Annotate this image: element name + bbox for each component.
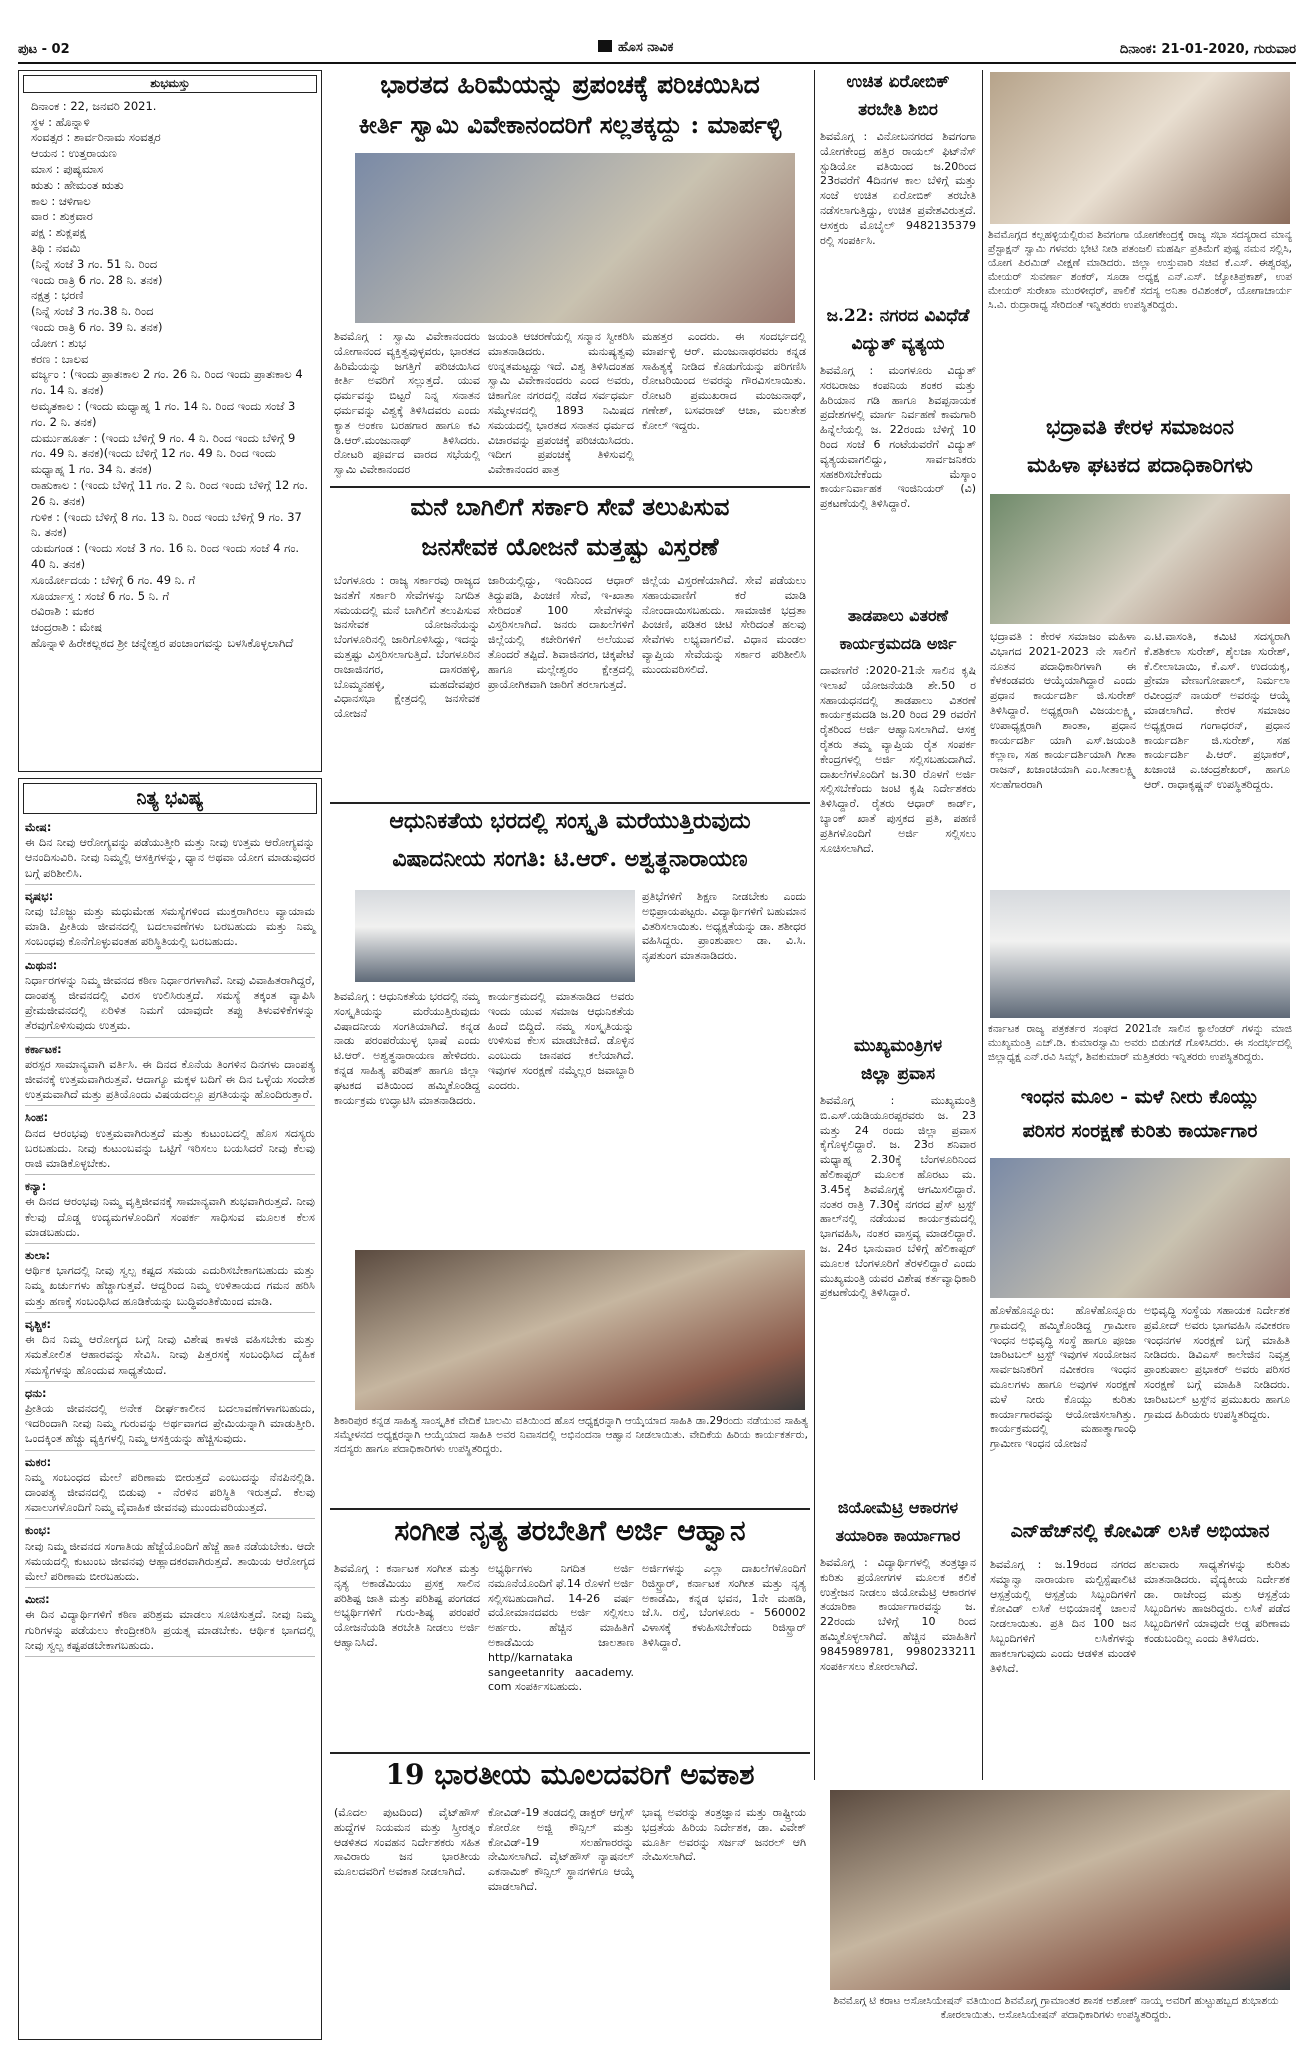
panchang-lines — [19, 99, 321, 652]
horoscope-text: ನಿರ್ಧಾರಗಳನ್ನು ನಿಮ್ಮ ಜೀವನದ ಕಠಿಣ ನಿರ್ಧಾರಗಳಾಗಿವೆ. ನೀವು ವಿವಾಹಿತರಾಗಿದ್ದರೆ, ದಾಂಪತ್ಯ ಜೀವನದಲ್ಲಿ ವಿರಸ ಉಲಿಸಿರುತ್ತದೆ. ಸಮಸ್ಯೆ ತಕ್ಕಂತ ವ್ಯಾಪಿಸಿ ಪ್ರೇಮಜೀವನದಲ್ಲಿ ಏರಿಳಿತ ನಿಮಗೆ ಯಾವುದೇ ತಪ್ಪು ತಿಳುವಳಿಕೆಗಳನ್ನು ತೆರವುಗೊಳಿಸುವುದು ಉತ್ತಮ. — [25, 973, 315, 1038]
energy-headline1: ಇಂಧನ ಮೂಲ - ಮಳೆ ನೀರು ಕೊಯ್ಲು — [1020, 1086, 1260, 1108]
article1-photo — [355, 153, 795, 323]
aerobic-headline1: ಉಚಿತ ಏರೋಬಿಕ್ — [846, 72, 950, 92]
article5-col2: ಕೋವಿಡ್-19 ತಂಡದಲ್ಲಿ ಡಾಕ್ಟರ್ ಆಗ್ನೆಸ್ ಕೋರೋ ಅಜ್ಜಿ ಕೌನ್ಸಿಲ್ ಮತ್ತು ಕೋವಿಡ್-19 ಸಲಹೆಗಾರರನ್ನು ನೇಮಿಸಲಾಗಿದೆ. ವೈಟ್‌ಹೌಸ್ ನ್ಯಾಷನಲ್ ಎಕನಾಮಿಕ್ ಕೌನ್ಸಿಲ್ ಸ್ಥಾನಗಳಿಗೂ ಆಯ್ಕೆ ಮಾಡಲಾಗಿದೆ. — [488, 1806, 634, 1893]
article3-headline1: ಆಧುನಿಕತೆಯ ಭರದಲ್ಲಿ ಸಂಸ್ಕೃತಿ ಮರೆಯುತ್ತಿರುವುದು — [389, 808, 751, 834]
horoscope-text: ಪ್ರೀತಿಯ ಜೀವನದಲ್ಲಿ ಅನೇಕ ದೀರ್ಘಕಾಲೀನ ಬದಲಾವಣೆಗಳಾಗಬಹುದು, ಇದರಿಂದಾಗಿ ನೀವು ನಿಮ್ಮ ಗುರುವನ್ನು ಅರ್ಥವಾಗದ ಪ್ರೇಮಿಯನ್ನಾಗಿ ಮಾಡುತ್ತೀರಿ. ಒಂದಕ್ಕಿಂತ ಹೆಚ್ಚು ವ್ಯಕ್ತಿಗಳಲ್ಲಿ ನಿಮ್ಮ ಆಸಕ್ತಿಯನ್ನು ಹೆಚ್ಚಿಸುವುದು. — [25, 1401, 315, 1451]
horoscope-sign: ಮೀನ: — [25, 1593, 50, 1607]
article2-col1: ಬೆಂಗಳೂರು : ರಾಜ್ಯ ಸರ್ಕಾರವು ರಾಜ್ಯದ ಜನತೆಗೆ ಸರ್ಕಾರಿ ಸೇವೆಗಳನ್ನು ನಿಗದಿತ ಸಮಯದಲ್ಲಿ ಮನೆ ಬಾಗಿಲಿಗೆ ತಲುಪಿಸುವ ಜನಸೇವಕ ಯೋಜನೆಯನ್ನು ಬೆಂಗಳೂರಿನಲ್ಲಿ ಜಾರಿಗೊಳಿಸಿದ್ದು, ಇದನ್ನು ಮತ್ತಷ್ಟು ವಿಸ್ತರಿಸಲಾಗುತ್ತಿದೆ. ಬೆಂಗಳೂರಿನ ರಾಜಾಜಿನಗರ, ದಾಸರಹಳ್ಳಿ, ಬೊಮ್ಮನಹಳ್ಳಿ, ಮಹದೇವಪುರ ವಿಧಾನಸಭಾ ಕ್ಷೇತ್ರದಲ್ಲಿ ಜನಸೇವಕ ಯೋಜನೆ — [334, 574, 480, 721]
panchang-line: ಆಯನ : ಉತ್ತರಾಯಣ — [31, 146, 117, 161]
cm-visit-text: ಶಿವಮೊಗ್ಗ : ಮುಖ್ಯಮಂತ್ರಿ ಬಿ.ಎಸ್.ಯಡಿಯೂರಪ್ಪರವರು ಜ. 23 ಮತ್ತು 24 ರಂದು ಜಿಲ್ಲಾ ಪ್ರವಾಸ ಕೈಗೊಳ್ಳಲಿದ್ದಾರೆ. ಜ. 23ರ ಶನಿವಾರ ಮಧ್ಯಾಹ್ನ 2.30ಕ್ಕೆ ಬೆಂಗಳೂರಿನಿಂದ ಹೆಲಿಕಾಪ್ಟರ್ ಮೂಲಕ ಹೊರಟು ಮ. 3.45ಕ್ಕೆ ಶಿವಮೊಗ್ಗಕ್ಕೆ ಆಗಮಿಸಲಿದ್ದಾರೆ. ನಂತರ ರಾತ್ರಿ 7.30ಕ್ಕೆ ನಗರದ ಪ್ರೆಸ್ ಟ್ರಸ್ಟ್ ಹಾಲ್‌ನಲ್ಲಿ ನಡೆಯುವ ಕಾರ್ಯಕ್ರಮದಲ್ಲಿ ಭಾಗವಹಿಸಿ, ನಂತರ ವಾಸ್ತವ್ಯ ಮಾಡಲಿದ್ದಾರೆ. ಜ. 24ರ ಭಾನುವಾರ ಬೆಳಿಗ್ಗೆ ಹೆಲಿಕಾಪ್ಟರ್ ಮೂಲಕ ಬೆಂಗಳೂರಿಗೆ ತೆರಳಲಿದ್ದಾರೆ ಎಂದು ಮುಖ್ಯಮಂತ್ರಿ ಯವರ ವಿಶೇಷ ಕರ್ತವ್ಯಾಧಿಕಾರಿ ಪ್ರಕಟಣೆಯಲ್ಲಿ ತಿಳಿಸಿದ್ದಾರೆ. — [820, 1094, 976, 1300]
article4-headline: ಸಂಗೀತ ನೃತ್ಯ ತರಬೇತಿಗೆ ಅರ್ಜಿ ಆಹ್ವಾನ — [394, 1514, 746, 1547]
horoscope-text: ನಿಮ್ಮ ಸಂಬಂಧದ ಮೇಲೆ ಪರಿಣಾಮ ಬೀರುತ್ತದೆ ಎಂಬುದನ್ನು ನೆನಪಿನಲ್ಲಿಡಿ. ದಾಂಪತ್ಯ ಜೀವನದಲ್ಲಿ ಬಿಡುವು - ನೆರಳಿನ ಪರಿಸ್ಥಿತಿ ಇರುತ್ತದೆ. ಕೆಲವು ಸವಾಲುಗಳೊಂದಿಗೆ ನಿಮ್ಮ ವೈವಾಹಿಕ ಜೀವನವು ಮುಂದುವರಿಯುತ್ತದೆ. — [25, 1470, 315, 1520]
energy-col1: ಹೊಳೆಹೊನ್ನೂರು: ಹೊಳೆಹೊನ್ನೂರು ಗ್ರಾಮದಲ್ಲಿ ಹಮ್ಮಿಕೊಂಡಿದ್ದ ಗ್ರಾಮೀಣ ಇಂಧನ ಅಭಿವೃದ್ಧಿ ಸಂಸ್ಥೆ ಹಾಗೂ ಪೂಜಾ ಚಾರಿಟಬಲ್ ಟ್ರಸ್ಟ್ ಇವುಗಳ ಸಂಯೋಜನ ಸಾರ್ವಜನಿಕರಿಗೆ ನವೀಕರಣ ಇಂಧನ ಮೂಲಗಳು ಹಾಗೂ ಅವುಗಳ ಸಂರಕ್ಷಣೆ ಮಳೆ ನೀರು ಕೊಯ್ಲು ಕುರಿತು ಕಾರ್ಯಾಗಾರವನ್ನು ಆಯೋಜಿಸಲಾಗಿತ್ತು. ಕಾರ್ಯಕ್ರಮದಲ್ಲಿ ಮಹಾತ್ಮಾಗಾಂಧಿ ಗ್ರಾಮೀಣ ಇಂಧನ ಯೋಜನೆ — [990, 1304, 1136, 1451]
issue-date: ದಿನಾಂಕ: 21-01-2020, ಗುರುವಾರ — [1119, 42, 1296, 57]
horoscope-text: ನೀವು ನಿಮ್ಮ ಜೀವನದ ಸಂಗಾತಿಯ ಹೆಜ್ಜೆಯೊಂದಿಗೆ ಹೆಜ್ಜೆ ಹಾಕಿ ನಡೆಯಬೇಕು. ಆದೇ ಸಮಯದಲ್ಲಿ ಕುಟುಂಬ ಜೀವನವು ಆಹ್ಲಾದಕರವಾಗಿರುತ್ತದೆ. ತಾಯಿಯ ಆರೋಗ್ಯದ ಮೇಲೆ ಪರಿಣಾಮ ಬೀರಬಹುದು. — [25, 1539, 315, 1589]
vaccine-headline: ಎನ್‌ಹೆಚ್‌ನಲ್ಲಿ ಕೋವಿಡ್ ಲಸಿಕೆ ಅಭಿಯಾನ — [1010, 1520, 1270, 1542]
article2-col3: ಜಿಲ್ಲೆಯ ವಿಸ್ತರಣೆಯಾಗಿದೆ. ಸೇವೆ ಪಡೆಯಲು ಸಹಾಯವಾಣಿಗೆ ಕರೆ ಮಾಡಿ ನೋಂದಾಯಿಸಬಹುದು. ಸಾಮಾಜಿಕ ಭದ್ರತಾ ಪಿಂಚಣಿ, ಪಡಿತರ ಚೀಟಿ ಸೇರಿದಂತೆ ಹಲವು ಸೇವೆಗಳು ಲಭ್ಯವಾಗಲಿವೆ. ವಿಧಾನ ಮಂಡಲ ವ್ಯಾಪ್ತಿಯ ಸೇವೆಯನ್ನು ಸರ್ಕಾರ ಪರಿಶೀಲಿಸಿ ಮುಂದುವರಿಸಲಿದೆ. — [642, 574, 806, 676]
masthead — [598, 40, 673, 55]
geometry-headline1: ಜಿಯೋಮೆಟ್ರಿ ಆಕಾರಗಳ — [837, 1498, 959, 1517]
panchang-line: ಕಾಲ : ಚಳಿಗಾಲ — [31, 193, 91, 208]
kerala-photo — [990, 494, 1290, 624]
article3-col3: ಪ್ರತಿಭೆಗಳಿಗೆ ಶಿಕ್ಷಣ ನೀಡಬೇಕು ಎಂದು ಅಭಿಪ್ರಾಯಪಟ್ಟರು. ವಿದ್ಯಾರ್ಥಿಗಳಿಗೆ ಬಹುಮಾನ ವಿತರಿಸಲಾಯಿತು. ಅಧ್ಯಕ್ಷತೆಯನ್ನು ಡಾ. ಶಶೀಧರ ವಹಿಸಿದ್ದರು. ಪ್ರಾಂಶುಪಾಲ ಡಾ. ವಿ.ಸಿ. ನೃಪತುಂಗ ಮಾತನಾಡಿದರು. — [642, 890, 806, 963]
panchang-line: ಇಂದು ರಾತ್ರಿ 6 ಗಂ. 28 ನಿ. ತನಕ) — [31, 272, 163, 287]
divider — [330, 802, 810, 804]
panchang-line: ಯಮಗಂಡ : (ಇಂದು ಸಂಜೆ 3 ಗಂ. 16 ನಿ. ರಿಂದ ಇಂದು ಸಂಜೆ 4 ಗಂ. 40 ನಿ. ತನಕ) — [31, 541, 300, 571]
divider — [330, 1752, 810, 1754]
kerala-headline2: ಮಹಿಳಾ ಘಟಕದ ಪದಾಧಿಕಾರಿಗಳು — [1027, 452, 1253, 477]
article1-headline1: ಭಾರತದ ಹಿರಿಮೆಯನ್ನು ಪ್ರಪಂಚಕ್ಕೆ ಪರಿಚಯಿಸಿದ — [380, 70, 760, 99]
power-text: ಶಿವಮೊಗ್ಗ : ಮಂಗಳೂರು ವಿದ್ಯುತ್ ಸರಬರಾಜು ಕಂಪನಿಯ ಶಂಕರ ಮತ್ತು ಹಿರಿಯಾನ ಗಡಿ ಹಾಗೂ ಶಿವಪ್ಪನಾಯಕ ಪ್ರದೇಶಗಳಲ್ಲಿ ಮಾರ್ಗ ನಿರ್ವಹಣೆ ಕಾಮಗಾರಿ ಹಿನ್ನೆಲೆಯಲ್ಲಿ ಜ. 22ರಂದು ಬೆಳಿಗ್ಗೆ 10 ರಿಂದ ಸಂಜೆ 6 ಗಂಟೆಯವರೆಗೆ ವಿದ್ಯುತ್ ವ್ಯತ್ಯಯವಾಗಲಿದ್ದು, ಸಾರ್ವಜನಿಕರು ಸಹಕರಿಸಬೇಕೆಂದು ಮೆಸ್ಕಾಂ ಕಾರ್ಯನಿರ್ವಾಹಕ ಇಂಜಿನಿಯರ್ (ವಿ) ಪ್ರಕಟಣೆಯಲ್ಲಿ ತಿಳಿಸಿದ್ದಾರೆ. — [820, 364, 976, 511]
horoscope-sign: ಧನು: — [25, 1386, 47, 1400]
panchang-line: ಯೋಗ : ಶುಭ — [31, 335, 87, 350]
panchang-line: ದುರ್ಮುಹೂರ್ತ : (ಇಂದು ಬೆಳಿಗ್ಗೆ 9 ಗಂ. 4 ನಿ. ರಿಂದ ಇಂದು ಬೆಳಿಗ್ಗೆ 9 ಗಂ. 49 ನಿ. ತನಕ)(ಇಂದು ಬೆಳಿಗ್ಗೆ 12 ಗಂ. 49 ನಿ. ರಿಂದ ಇಂದು ಮಧ್ಯಾಹ್ನ 1 ಗಂ. 34 ನಿ. ತನಕ) — [31, 430, 296, 477]
power-headline1: ಜ.22: ನಗರದ ವಿವಿಧೆಡೆ — [826, 306, 970, 326]
horoscope-text: ನೀವು ಬೊಜ್ಜು ಮತ್ತು ಮಧುಮೇಹ ಸಮಸ್ಯೆಗಳಿಂದ ಮುಕ್ತರಾಗಿರಲು ವ್ಯಾಯಾಮ ಮಾಡಿ. ಪ್ರೀತಿಯ ಜೀವನದಲ್ಲಿ ಬದಲಾವಣೆಗಳು ಬರಬಹುದು ಮತ್ತು ನಿಮ್ಮ ಸಂಬಂಧವು ಕೊನೆಗೊಳ್ಳುವಂತಹ ಪರಿಸ್ಥಿತಿಯಲ್ಲಿ ಬರಬಹುದು. — [25, 904, 315, 954]
calendar-caption: ಕರ್ನಾಟಕ ರಾಜ್ಯ ಪತ್ರಕರ್ತರ ಸಂಘದ 2021ನೇ ಸಾಲಿನ ಕ್ಯಾಲೆಂಡರ್ ಗಳನ್ನು ಮಾಜಿ ಮುಖ್ಯಮಂತ್ರಿ ಎಚ್.ಡಿ. ಕುಮಾರಸ್ವಾಮಿ ಅವರು ಬಿಡುಗಡೆ ಗೊಳಿಸಿದರು. ಈ ಸಂದರ್ಭದಲ್ಲಿ ಜಿಲ್ಲಾಧ್ಯಕ್ಷ ಎನ್.ರವಿ ಸಿಮ್ಲ್, ಶಿವಕುಮಾರ್ ಮತ್ತಿತರರು ಇನ್ನಿತರರು ಉಪಸ್ಥಿತರಿದ್ದರು. — [988, 1023, 1292, 1063]
article2-headline2: ಜನಸೇವಕ ಯೋಜನೆ ಮತ್ತಷ್ಟು ವಿಸ್ತರಣೆ — [421, 532, 719, 561]
aerobic-headline2: ತರಬೇತಿ ಶಿಬಿರ — [858, 100, 938, 120]
logo-icon — [598, 40, 612, 52]
horoscope-sign: ತುಲಾ: — [25, 1249, 51, 1263]
panchang-line: ರವಿರಾಶಿ : ಮಕರ — [31, 604, 95, 619]
article5-headline: 19 ಭಾರತೀಯ ಮೂಲದವರಿಗೆ ಅವಕಾಶ — [385, 1758, 755, 1791]
article5-col1: (ಮೊದಲ ಪುಟದಿಂದ) ವೈಟ್‌ಹೌಸ್ ಹುದ್ದೆಗಳ ನಿಯಮನ ಮತ್ತು ಸ್ತ್ರೀರತ್ನಂ ಆಡಳಿತದ ಸಂವಹನ ನಿರ್ದೇಶಕರು ಸಹಿತ ಸಾವಿರಾರು ಜನ ಭಾರತೀಯ ಮೂಲದವರಿಗೆ ಅವಕಾಶ ನೀಡಲಾಗಿದೆ. — [334, 1806, 480, 1879]
panchang-line: (ನಿನ್ನೆ ಸಂಜೆ 3 ಗಂ. 51 ನಿ. ರಿಂದ — [31, 256, 158, 271]
horoscope-sign: ವೃಶ್ಚಿಕ: — [25, 1317, 51, 1331]
panchang-line: ಸ್ಥಳ : ಹೊನ್ನಾಳಿ — [31, 114, 90, 129]
horoscope-box — [18, 778, 322, 2040]
horoscope-sign: ಕುಂಭ: — [25, 1524, 51, 1538]
horoscope-list — [19, 820, 321, 1657]
horoscope-text: ದಿನದ ಆರಂಭವು ಉತ್ತಮವಾಗಿರುತ್ತದೆ ಮತ್ತು ಕುಟುಂಬದಲ್ಲಿ ಹೊಸ ಸದಸ್ಯರು ಬರಬಹುದು. ನೀವು ಕುಟುಂಬವನ್ನು ಒಟ್ಟಿಗೆ ಇರಿಸಲು ಬಯಸಿದರೆ ನೀವು ಕೆಲವು ರಾಜಿ ಮಾಡಿಕೊಳ್ಳಬೇಕು. — [25, 1126, 315, 1176]
divider — [330, 486, 810, 488]
vaccine-col2: ಹಲವಾರು ಸಾಧ್ಯತೆಗಳನ್ನು ಕುರಿತು ಮಾತನಾಡಿದರು. ವೈದ್ಯಕೀಯ ನಿರ್ದೇಶಕ ಡಾ. ರಾಜೇಂದ್ರ ಮತ್ತು ಆಸ್ಪತ್ರೆಯ ಸಿಬ್ಬಂದಿಗಳು ಹಾಜರಿದ್ದರು. ಲಸಿಕೆ ಪಡೆದ ಸಿಬ್ಬಂದಿಗಳಿಗೆ ಯಾವುದೇ ಅಡ್ಡ ಪರಿಣಾಮ ಕಂಡುಬಂದಿಲ್ಲ ಎಂದು ತಿಳಿಸಿದರು. — [1144, 1558, 1290, 1645]
masthead-title: ಹೊಸ ನಾವಿಕ — [618, 40, 674, 55]
article4-col2: ಅಭ್ಯರ್ಥಿಗಳು ನಿಗದಿತ ಅರ್ಜಿ ನಮೂನೆಯೊಂದಿಗೆ ಫೆ.14 ರೊಳಗೆ ಅರ್ಜಿ ಸಲ್ಲಿಸಬಹುದಾಗಿದೆ. 14-26 ವರ್ಷ ವಯೋಮಾನದವರು ಅರ್ಜಿ ಸಲ್ಲಿಸಲು ಅರ್ಹರು. ಹೆಚ್ಚಿನ ಮಾಹಿತಿಗೆ ಅಕಾಡೆಮಿಯ ಜಾಲತಾಣ http//karnataka sangeetanrity aacademy. com ಸಂಪರ್ಕಿಸಬಹುದು. — [488, 1562, 634, 1694]
energy-headline2: ಪರಿಸರ ಸಂರಕ್ಷಣೆ ಕುರಿತು ಕಾರ್ಯಾಗಾರ — [1022, 1120, 1258, 1142]
panchang-line: ನಕ್ಷತ್ರ : ಭರಣಿ — [31, 288, 84, 303]
horoscope-sign: ಮೇಷ: — [25, 821, 52, 834]
panchang-line: ಸೂರ್ಯಾಸ್ತ : ಸಂಜೆ 6 ಗಂ. 5 ನಿ. ಗೆ — [31, 588, 170, 603]
tarpaulin-headline2: ಕಾರ್ಯಕ್ರಮದಡಿ ಅರ್ಜಿ — [839, 634, 957, 653]
horoscope-sign: ಕರ್ಕಾಟಕ: — [25, 1042, 62, 1056]
crowd-photo — [355, 1250, 805, 1410]
article2-headline1: ಮನೆ ಬಾಗಿಲಿಗೆ ಸರ್ಕಾರಿ ಸೇವೆ ತಲುಪಿಸುವ — [410, 492, 730, 521]
column-rule — [982, 70, 983, 1780]
calendar-photo — [990, 890, 1290, 1018]
header-rule — [18, 62, 1296, 64]
panchang-line: ಪಕ್ಷ : ಶುಕ್ಲಪಕ್ಷ — [31, 225, 86, 240]
panchang-line: ಸಂವತ್ಸರ : ಶಾರ್ವರಿನಾಮ ಸಂವತ್ಸರ — [31, 130, 161, 145]
yoga-photo — [990, 72, 1290, 224]
panchang-line: ಹೊನ್ನಾಳಿ ಹಿರೇಕಲ್ಲಠದ ಶ್ರೀ ಚನ್ನೇಶ್ವರ ಪಂಚಾಂಗವನ್ನು ಬಳಸಿಕೊಳ್ಳಲಾಗಿದೆ — [31, 635, 294, 650]
vaccine-col1: ಶಿವಮೊಗ್ಗ : ಜ.19ರಂದ ನಗರದ ಸಮ್ಮಾನ್ವಾ ನಾರಾಯಣ ಮಲ್ಟಿಸ್ಪೆಷಾಲಿಟಿ ಆಸ್ಪತ್ರೆಯಲ್ಲಿ ಆಸ್ಪತ್ರೆಯ ಸಿಬ್ಬಂದಿಗಳಿಗೆ ಕೋವಿಡ್ ಲಸಿಕೆ ಅಭಿಯಾನಕ್ಕೆ ಚಾಲನೆ ನೀಡಲಾಯಿತು. ಪ್ರತಿ ದಿನ 100 ಜನ ಸಿಬ್ಬಂದಿಗಳಿಗೆ ಲಸಿಕೆಗಳನ್ನು ಹಾಕಲಾಗುವುದು ಎಂದು ಆಡಳಿತ ಮಂಡಳಿ ತಿಳಿಸಿದೆ. — [990, 1558, 1136, 1675]
panchang-line: ಇಂದು ರಾತ್ರಿ 6 ಗಂ. 39 ನಿ. ತನಕ) — [31, 319, 163, 334]
horoscope-sign: ಕನ್ಯಾ: — [25, 1180, 47, 1194]
energy-photo — [990, 1158, 1290, 1298]
horoscope-sign: ಸಿಂಹ: — [25, 1111, 49, 1125]
panchang-title: ಶುಭಮಸ್ತು — [23, 75, 317, 93]
horoscope-text: ಈ ದಿನದ ಆರಂಭವು ನಿಮ್ಮ ವೃತ್ತಿಜೀವನಕ್ಕೆ ಸಾಮಾನ್ಯವಾಗಿ ಶುಭವಾಗಿರುತ್ತದೆ. ನೀವು ಕೆಲವು ದೊಡ್ಡ ಉದ್ಯಮಗಳೊಂದಿಗೆ ಸಂಪರ್ಕ ಸಾಧಿಸುವ ಮೂಲಕ ಕೆಲಸ ಮಾಡಬಹುದು. — [25, 1194, 315, 1244]
panchang-line: ಋತು : ಹೇಮಂತ ಋತು — [31, 177, 124, 192]
geometry-text: ಶಿವಮೊಗ್ಗ : ವಿದ್ಯಾರ್ಥಿಗಳಲ್ಲಿ ತಂತ್ರಜ್ಞಾನ ಕುರಿತು ಪ್ರಯೋಗಗಳ ಮೂಲಕ ಕಲಿಕೆ ಉತ್ತೇಜನ ನೀಡಲು ಜಿಯೋಮೆಟ್ರಿ ಆಕಾರಗಳ ತಯಾರಿಕಾ ಕಾರ್ಯಾಗಾರವನ್ನು ಜ. 22ರಂದು ಬೆಳಿಗ್ಗೆ 10 ರಿಂದ ಹಮ್ಮಿಕೊಳ್ಳಲಾಗಿದೆ. ಹೆಚ್ಚಿನ ಮಾಹಿತಿಗೆ 9845989781, 9980233211 ಸಂಪರ್ಕಿಸಲು ಕೋರಲಾಗಿದೆ. — [820, 1556, 976, 1673]
cm-visit-headline2: ಜಿಲ್ಲಾ ಪ್ರವಾಸ — [861, 1064, 935, 1084]
panchang-line: ರಾಹುಕಾಲ : (ಇಂದು ಬೆಳಿಗ್ಗೆ 11 ಗಂ. 2 ನಿ. ರಿಂದ ಇಂದು ಬೆಳಿಗ್ಗೆ 12 ಗಂ. 26 ನಿ. ತನಕ) — [31, 477, 309, 508]
panchang-line: ಸೂರ್ಯೋದಯ : ಬೆಳಿಗ್ಗೆ 6 ಗಂ. 49 ನಿ. ಗೆ — [31, 572, 196, 587]
panchang-line: ಕರಣ : ಬಾಲವ — [31, 351, 89, 366]
panchang-line: ವರ್ಜ್ಯಂ : (ಇಂದು ಪ್ರಾತಃಕಾಲ 2 ಗಂ. 26 ನಿ. ರಿಂದ ಇಂದು ಪ್ರಾತಃಕಾಲ 4 ಗಂ. 14 ನಿ. ತನಕ) — [31, 367, 303, 398]
article3-col2: ಕಾರ್ಯಕ್ರಮದಲ್ಲಿ ಮಾತನಾಡಿದ ಅವರು ಇಂದು ಯುವ ಸಮಾಜ ಆಧುನಿಕತೆಯ ಹಿಂದೆ ಬಿದ್ದಿದೆ. ನಮ್ಮ ಸಂಸ್ಕೃತಿಯನ್ನು ಉಳಿಸುವ ಕೆಲಸ ಮಾಡಬೇಕಿದೆ. ಡೊಳ್ಳಿನ ಎಂಬುದು ಜಾನಪದ ಕಲೆಯಾಗಿದೆ. ಇವುಗಳ ಸಂರಕ್ಷಣೆ ನಮ್ಮೆಲ್ಲರ ಜವಾಬ್ದಾರಿ ಎಂದರು. — [488, 990, 634, 1092]
horoscope-text: ಈ ದಿನ ವಿದ್ಯಾರ್ಥಿಗಳಿಗೆ ಕಠಿಣ ಪರಿಶ್ರಮ ಮಾಡಲು ಸೂಚಿಸುತ್ತದೆ. ನೀವು ನಿಮ್ಮ ಗುರಿಗಳನ್ನು ಪಡೆಯಲು ಕೇಂದ್ರೀಕರಿಸಿ ಪ್ರಯತ್ನ ಮಾಡಬೇಕು. ಆರ್ಥಿಕ ಭಾಗದಲ್ಲಿ ನೀವು ಸ್ವಲ್ಪ ಕಷ್ಟಪಡಬೇಕಾಗಬಹುದು. — [25, 1607, 315, 1657]
horoscope-sign: ಮಿಥುನ: — [25, 958, 58, 972]
article1-col2: ಜಯಂತಿ ಆಚರಣೆಯಲ್ಲಿ ಸನ್ಮಾನ ಸ್ವೀಕರಿಸಿ ಮಾತನಾಡಿದರು. ಮನುಷ್ಯತ್ವವು ಉನ್ನತಮಟ್ಟದ್ದು ಇದೆ. ವಿಶ್ವ ತಿಳಿಸಿದಂತಹ ಸ್ವಾಮಿ ವಿವೇಕಾನಂದರು ಎಂದ ಅವರು, ಚಿಕಾಗೋ ನಗರದಲ್ಲಿ ನಡೆದ ಸರ್ವಧರ್ಮ ಸಮ್ಮೇಳನದಲ್ಲಿ 1893 ನಿಮಿಷದ ಸಮಯದಲ್ಲಿ ಭಾರತದ ಸನಾತನ ಧರ್ಮದ ವಿಚಾರವನ್ನು ಪ್ರಪಂಚಕ್ಕೆ ಪರಿಚಯಿಸಿದರು. ಇದೀಗ ಪ್ರಪಂಚಕ್ಕೆ ತಿಳಿಸುವಲ್ಲಿ ವಿವೇಕಾನಂದರ ಪಾತ್ರ — [488, 330, 634, 477]
article1-col3: ಮಹತ್ತರ ಎಂದರು. ಈ ಸಂದರ್ಭದಲ್ಲಿ ಮಾರ್ಪಳ್ಳಿ ಆರ್. ಮಂಜುನಾಥರವರು ಕನ್ನಡ ಸಾಹಿತ್ಯಕ್ಕೆ ನೀಡಿದ ಕೊಡುಗೆಯನ್ನು ಪರಿಗಣಿಸಿ ರೋಟರಿಯಿಂದ ಅವರನ್ನು ಗೌರವಿಸಲಾಯಿತು. ರೋಟರಿ ಪ್ರಮುಖರಾದ ಮಂಜುನಾಥ್, ಗಣೇಶ್, ಬಸವರಾಜ್ ಆಚಾ, ಮಲತೇಶ ಕೋಲ್ ಇದ್ದರು. — [642, 330, 806, 432]
column-rule — [814, 70, 815, 1780]
panchang-line: (ನಿನ್ನೆ ಸಂಜೆ 3 ಗಂ.38 ನಿ. ರಿಂದ — [31, 304, 154, 319]
geometry-headline2: ತಯಾರಿಕಾ ಕಾರ್ಯಾಗಾರ — [835, 1526, 961, 1545]
energy-col2: ಅಭಿವೃದ್ಧಿ ಸಂಸ್ಥೆಯ ಸಹಾಯಕ ನಿರ್ದೇಶಕ ಪ್ರಮೋದ್ ಅವರು ಭಾಗವಹಿಸಿ ನವೀಕರಣ ಇಂಧನಗಳ ಸಂರಕ್ಷಣೆ ಬಗ್ಗೆ ಮಾಹಿತಿ ನೀಡಿದರು. ಡಿವಿಎಸ್ ಕಾಲೇಜಿನ ನಿವೃತ್ತ ಪ್ರಾಂಶುಪಾಲ ಪ್ರಭಾಕರ್ ಅವರು ಪರಿಸರ ಸಂರಕ್ಷಣೆ ಬಗ್ಗೆ ಮಾಹಿತಿ ನೀಡಿದರು. ಚಾರಿಟಬಲ್ ಟ್ರಸ್ಟ್‌ನ ಪ್ರಮುಖರು ಹಾಗೂ ಗ್ರಾಮದ ಹಿರಿಯರು ಉಪಸ್ಥಿತರಿದ್ದರು. — [1144, 1304, 1290, 1421]
horoscope-sign: ಮಕರ: — [25, 1455, 52, 1469]
article1-col1: ಶಿವಮೊಗ್ಗ : ಸ್ವಾಮಿ ವಿವೇಕಾನಂದರು ಯೋಗಾನಂದ ವ್ಯಕ್ತಿತ್ವವುಳ್ಳವರು, ಭಾರತದ ಹಿರಿಮೆಯನ್ನು ಜಗತ್ತಿಗೆ ಪರಿಚಯಿಸಿದ ಕೀರ್ತಿ ಅವರಿಗೆ ಸಲ್ಲುತ್ತದೆ. ಯುವ ಧರ್ಮವನ್ನು ಬಿಟ್ಟರೆ ನಿನ್ನ ಸನಾತನ ಧರ್ಮವನ್ನು ವಿಶ್ವಕ್ಕೆ ತಿಳಿಸಿದವರು ಎಂದು ಕ್ಯಾತ ಅಂಕಣ ಬರಹಗಾರ ಹಾಗೂ ಕವಿ ಡಿ.ಆರ್.ಮಂಜುನಾಥ್ ತಿಳಿಸಿದರು. ರೋಟರಿ ಪೂರ್ವದ ವಾರದ ಸಭೆಯಲ್ಲಿ ಸ್ವಾಮಿ ವಿವೇಕಾನಂದರ — [334, 330, 480, 477]
cm-visit-headline1: ಮುಖ್ಯಮಂತ್ರಿಗಳ — [853, 1036, 943, 1056]
horoscope-title: ನಿತ್ಯ ಭವಿಷ್ಯ — [23, 783, 317, 814]
panchang-line: ಮಾಸ : ಪುಷ್ಯಮಾಸ — [31, 161, 104, 176]
article2-col2: ಜಾರಿಯಲ್ಲಿದ್ದು, ಇಂದಿನಿಂದ ಆಧಾರ್ ತಿದ್ದುಪಡಿ, ಪಿಂಚಣಿ ಸೇವೆ, ಇ-ಖಾತಾ ಸೇರಿದಂತೆ 100 ಸೇವೆಗಳನ್ನು ವಿಸ್ತರಿಸಲಾಗಿದೆ. ಜನರು ದಾಖಲೆಗಳಿಗೆ ಜಿಲ್ಲೆಯಲ್ಲಿ ಕಚೇರಿಗಳಿಗೆ ಅಲೆಯುವ ತೊಂದರೆ ತಪ್ಪಿದೆ. ಶಿವಾಜಿನಗರ, ಚಿಕ್ಕಪೇಟೆ ಹಾಗೂ ಮಲ್ಲೇಶ್ವರಂ ಕ್ಷೇತ್ರದಲ್ಲಿ ಪ್ರಾಯೋಗಿಕವಾಗಿ ಜಾರಿಗೆ ತರಲಾಗುತ್ತದೆ. — [488, 574, 634, 691]
yoga-caption: ಶಿವಮೊಗ್ಗದ ಕಲ್ಲಹಳ್ಳಿಯಲ್ಲಿರುವ ಶಿವಗಂಗಾ ಯೋಗಕೇಂದ್ರಕ್ಕೆ ರಾಜ್ಯ ಸಭಾ ಸದಸ್ಯರಾದ ಮಾನ್ಯ ಪ್ರೆಸ್ಟಾಕ್ಷನ್ ಸ್ವಾಮಿ ಗಳವರು ಭೇಟಿ ನೀಡಿ ಪತಂಜಲಿ ಮಹರ್ಷಿ ಪ್ರತಿಮೆಗೆ ಪುಷ್ಪ ನಮನ ಸಲ್ಲಿಸಿ, ಯೋಗ ಪಿರಮಿಡ್ ವೀಕ್ಷಣೆ ಮಾಡಿದರು. ಜಿಲ್ಲಾ ಉಸ್ತುವಾರಿ ಸಚಿವ ಕೆ.ಎಸ್. ಈಶ್ವರಪ್ಪ, ಮೇಯರ್ ಸುವರ್ಣಾ ಶಂಕರ್, ಸೂಡಾ ಅಧ್ಯಕ್ಷ ಎನ್.ಎಸ್. ಜ್ಯೋತಿಪ್ರಕಾಶ್, ಉಪ ಮೇಯರ್ ಸುರೇಖಾ ಮುರಳೀಧರ್, ಪಾಲಿಕೆ ಸದಸ್ಯ ಅನಿತಾ ರವಿಶಂಕರ್, ಯೋಗಾಚಾರ್ಯ ಸಿ.ವಿ. ರುದ್ರಾರಾಧ್ಯ ಸೇರಿದಂತೆ ಇನ್ನಿತರರು ಉಪಸ್ಥಿತರಿದ್ದರು. — [988, 229, 1292, 311]
panchang-line: ದಿನಾಂಕ : 22, ಜನವರಿ 2021. — [31, 98, 157, 113]
article3-headline2: ವಿಷಾದನೀಯ ಸಂಗತಿ: ಟಿ.ಆರ್. ಅಶ್ವತ್ಥನಾರಾಯಣ — [392, 846, 748, 872]
kerala-col2: ಎ.ಟಿ.ವಾಸಂತಿ, ಕಮಿಟಿ ಸದಸ್ಯರಾಗಿ ಕೆ.ಶಶಿಕಲಾ ಸುರೇಶ್, ಶೈಲಜಾ ಸುರೇಶ್, ಕೆ.ಲೀಲಾಬಾಯಿ, ಕೆ.ಎಸ್. ಉದಯಕೃ, ಪ್ರೇಮಾ ವೇಣುಗೋಪಾಲ್, ನಿರ್ಮಲಾ ರವೀಂದ್ರನ್ ನಾಯರ್ ಅವರನ್ನು ಆಯ್ಕೆ ಮಾಡಲಾಗಿದೆ. ಕೇರಳ ಸಮಾಜಂ ಅಧ್ಯಕ್ಷರಾದ ಗಂಗಾಧರನ್, ಪ್ರಧಾನ ಕಾರ್ಯದರ್ಶಿ ಜಿ.ಸುರೇಶ್, ಸಹ ಕಾರ್ಯದರ್ಶಿ ಪಿ.ಆರ್. ಪ್ರಭಾಕರ್, ಖಜಾಂಚಿ ಎ.ಚಂದ್ರಶೇಖರ್, ಹಾಗೂ ಆರ್. ರಾಧಾಕೃಷ್ಣನ್ ಉಪಸ್ಥಿತರಿದ್ದರು. — [1144, 630, 1290, 791]
article3-photo — [355, 890, 635, 982]
kerala-headline1: ಭದ್ರಾವತಿ ಕೇರಳ ಸಮಾಜಂನ — [1046, 414, 1234, 439]
tarpaulin-headline1: ತಾಡಪಾಲು ವಿತರಣೆ — [847, 606, 949, 625]
panchang-line: ಚಂದ್ರರಾಶಿ : ಮೇಷ — [31, 620, 103, 635]
panchang-box — [18, 70, 322, 772]
panchang-line: ಗುಳಿಕ : (ಇಂದು ಬೆಳಿಗ್ಗೆ 8 ಗಂ. 13 ನಿ. ರಿಂದ ಇಂದು ಬೆಳಿಗ್ಗೆ 9 ಗಂ. 37 ನಿ. ತನಕ) — [31, 509, 302, 540]
horoscope-sign: ವೃಷಭ: — [25, 889, 54, 903]
page-number: ಪುಟ - 02 — [18, 42, 70, 57]
karate-photo — [830, 1790, 1290, 1990]
article3-col1: ಶಿವಮೊಗ್ಗ : ಆಧುನಿಕತೆಯ ಭರದಲ್ಲಿ ನಮ್ಮ ಸಂಸ್ಕೃತಿಯನ್ನು ಮರೆಯುತ್ತಿರುವುದು ವಿಷಾದನೀಯ ಸಂಗತಿಯಾಗಿದೆ. ಕನ್ನಡ ನಾಡು ಪರಂಪರೆಯುಳ್ಳ ಭಾಷೆ ಎಂದು ಟಿ.ಆರ್. ಅಶ್ವತ್ಥನಾರಾಯಣ ಹೇಳಿದರು. ಕನ್ನಡ ಸಾಹಿತ್ಯ ಪರಿಷತ್ ಹಾಗೂ ಜಿಲ್ಲಾ ಘಟಕದ ವತಿಯಿಂದ ಹಮ್ಮಿಕೊಂಡಿದ್ದ ಕಾರ್ಯಕ್ರಮ ಉದ್ಘಾಟಿಸಿ ಮಾತನಾಡಿದರು. — [334, 990, 480, 1107]
article4-col1: ಶಿವಮೊಗ್ಗ : ಕರ್ನಾಟಕ ಸಂಗೀತ ಮತ್ತು ನೃತ್ಯ ಅಕಾಡೆಮಿಯು ಪ್ರಸಕ್ತ ಸಾಲಿನ ಪರಿಶಿಷ್ಟ ಜಾತಿ ಮತ್ತು ಪರಿಶಿಷ್ಟ ಪಂಗಡದ ಅಭ್ಯರ್ಥಿಗಳಿಗೆ ಗುರು-ಶಿಷ್ಯ ಪರಂಪರೆ ಯೋಜನೆಯಡಿ ತರಬೇತಿ ನೀಡಲು ಅರ್ಜಿ ಆಹ್ವಾನಿಸಿದೆ. — [334, 1562, 480, 1649]
kerala-col1: ಭದ್ರಾವತಿ : ಕೇರಳ ಸಮಾಜಂ ಮಹಿಳಾ ವಿಭಾಗದ 2021-2023 ನೇ ಸಾಲಿಗೆ ನೂತನ ಪದಾಧಿಕಾರಿಗಳಾಗಿ ಈ ಕೆಳಕಂಡವರು ಆಯ್ಕೆಯಾಗಿದ್ದಾರೆ ಎಂದು ಪ್ರಧಾನ ಕಾರ್ಯದರ್ಶಿ ಜಿ.ಸುರೇಶ್ ತಿಳಿಸಿದ್ದಾರೆ. ಅಧ್ಯಕ್ಷರಾಗಿ ವಿಜಯಲಕ್ಷ್ಮಿ, ಉಪಾಧ್ಯಕ್ಷರಾಗಿ ಶಾಂತಾ, ಪ್ರಧಾನ ಕಾರ್ಯದರ್ಶಿ ಯಾಗಿ ಎಸ್.ಜಯಂತಿ ಕಲ್ಲಾಣ, ಸಹ ಕಾರ್ಯದರ್ಶಿಯಾಗಿ ಗೀತಾ ರಾಜನ್, ಖಜಾಂಚಿಯಾಗಿ ಎಂ.ಸೀತಾಲಕ್ಷ್ಮಿ ಸಲಹೆಗಾರರಾಗಿ — [990, 630, 1136, 791]
page-header — [18, 40, 1296, 60]
article4-col3: ಅರ್ಜಿಗಳನ್ನು ಎಲ್ಲಾ ದಾಖಲೆಗಳೊಂದಿಗೆ ರಿಜಿಸ್ಟ್ರಾರ್, ಕರ್ನಾಟಕ ಸಂಗೀತ ಮತ್ತು ನೃತ್ಯ ಅಕಾಡೆಮಿ, ಕನ್ನಡ ಭವನ, 1ನೇ ಮಹಡಿ, ಜೆ.ಸಿ. ರಸ್ತೆ, ಬೆಂಗಳೂರು - 560002 ವಿಳಾಸಕ್ಕೆ ಕಳುಹಿಸಬೇಕೆಂದು ರಿಜಿಸ್ಟ್ರಾರ್ ತಿಳಿಸಿದ್ದಾರೆ. — [642, 1562, 806, 1649]
horoscope-text: ಈ ದಿನ ನೀವು ಆರೋಗ್ಯವನ್ನು ಪಡೆಯುತ್ತೀರಿ ಮತ್ತು ನೀವು ಉತ್ತಮ ಆರೋಗ್ಯವನ್ನು ಆನಂದಿಸುವಿರಿ. ನೀವು ನಿಮ್ಮಲ್ಲಿ ಆಸಕ್ತಿಗಳನ್ನು, ಧ್ಯಾನ ಅಥವಾ ಯೋಗ ಮಾಡುವುದರ ಬಗ್ಗೆ ಪರಿಶೀಲಿಸಿ. — [25, 835, 315, 885]
aerobic-text: ಶಿವಮೊಗ್ಗ : ವಿನೋಬನಗರದ ಶಿವಗಂಗಾ ಯೋಗಕೇಂದ್ರ ಹತ್ತಿರ ರಾಯಲ್ ಫಿಟ್‌ನೆಸ್ ಸ್ಟುಡಿಯೋ ವತಿಯಿಂದ ಜ.20ರಿಂದ 23ರವರೆಗೆ 4ದಿನಗಳ ಕಾಲ ಬೆಳಿಗ್ಗೆ ಮತ್ತು ಸಂಜೆ ಉಚಿತ ಏರೋಬಿಕ್ ತರಬೇತಿ ನಡೆಸಲಾಗುತ್ತಿದ್ದು, ಉಚಿತ ಪ್ರವೇಶವಿರುತ್ತದೆ. ಆಸಕ್ತರು ಮೊಬೈಲ್ 9482135379 ರಲ್ಲಿ ಸಂಪರ್ಕಿಸಿ. — [820, 130, 976, 247]
tarpaulin-text: ದಾವಣಗೆರೆ :2020-21ನೇ ಸಾಲಿನ ಕೃಷಿ ಇಲಾಖೆ ಯೋಜನೆಯಡಿ ಶೇ.50 ರ ಸಹಾಯಧನದಲ್ಲಿ ತಾಡಪಾಲು ವಿತರಣೆ ಕಾರ್ಯಕ್ರಮದಡಿ ಜ.20 ರಿಂದ 29 ರವರೆಗೆ ರೈತರಿಂದ ಅರ್ಜಿ ಆಹ್ವಾನಿಸಲಾಗಿದೆ. ಆಸಕ್ತ ರೈತರು ತಮ್ಮ ವ್ಯಾಪ್ತಿಯ ರೈತ ಸಂಪರ್ಕ ಕೇಂದ್ರಗಳಲ್ಲಿ ಅರ್ಜಿ ಸಲ್ಲಿಸಬಹುದಾಗಿದೆ. ದಾಖಲೆಗಳೊಂದಿಗೆ ಜ.30 ರೊಳಗೆ ಅರ್ಜಿ ಸಲ್ಲಿಸಬೇಕೆಂದು ಜಂಟಿ ಕೃಷಿ ನಿರ್ದೇಶಕರು ತಿಳಿಸಿದ್ದಾರೆ. ರೈತರು ಆಧಾರ್ ಕಾರ್ಡ್, ಬ್ಯಾಂಕ್ ಖಾತೆ ಪುಸ್ತಕದ ಪ್ರತಿ, ಪಹಣಿ ಪ್ರತಿಗಳೊಂದಿಗೆ ಅರ್ಜಿ ಸಲ್ಲಿಸಲು ಸೂಚಿಸಲಾಗಿದೆ. — [820, 664, 976, 855]
power-headline2: ವಿದ್ಯುತ್ ವ್ಯತ್ಯಯ — [851, 334, 945, 354]
horoscope-text: ಈ ದಿನ ನಿಮ್ಮ ಆರೋಗ್ಯದ ಬಗ್ಗೆ ನೀವು ವಿಶೇಷ ಕಾಳಜಿ ವಹಿಸಬೇಕು ಮತ್ತು ಸಮತೋಲಿತ ಆಹಾರವನ್ನು ಸೇವಿಸಿ. ನೀವು ಪಿತ್ತರಸಕ್ಕೆ ಸಂಬಂಧಿಸಿದ ದೈಹಿಕ ಸಮಸ್ಯೆಗಳನ್ನು ಹೊಂದುವ ಸಾಧ್ಯತೆಯಿದೆ. — [25, 1332, 315, 1382]
article1-headline2: ಕೀರ್ತಿ ಸ್ವಾಮಿ ವಿವೇಕಾನಂದರಿಗೆ ಸಲ್ಲತಕ್ಕದ್ದು : ಮಾರ್ಪಳ್ಳಿ — [358, 110, 782, 139]
panchang-line: ತಿಥಿ : ನವಮಿ — [31, 240, 81, 255]
article5-col3: ಭಾವ್ಯ ಅವರನ್ನು ತಂತ್ರಜ್ಞಾನ ಮತ್ತು ರಾಷ್ಟ್ರೀಯ ಭದ್ರತೆಯ ಹಿರಿಯ ನಿರ್ದೇಶಕ, ಡಾ. ವಿವೇಕ್ ಮೂರ್ತಿ ಅವರನ್ನು ಸರ್ಜನ್ ಜನರಲ್ ಆಗಿ ನೇಮಿಸಲಾಗಿದೆ. — [642, 1806, 806, 1864]
horoscope-text: ಆರ್ಥಿಕ ಭಾಗದಲ್ಲಿ ನೀವು ಸ್ವಲ್ಪ ಕಷ್ಟದ ಸಮಯ ಎದುರಿಸಬೇಕಾಗಬಹುದು ಮತ್ತು ನಿಮ್ಮ ಖರ್ಚುಗಳು ಹೆಚ್ಚಾಗುತ್ತವೆ. ಆದ್ದರಿಂದ ನಿಮ್ಮ ಉಳಿತಾಯದ ಗಮನ ಹರಿಸಿ ಮತ್ತು ಹಣಕ್ಕೆ ಸಂಬಂಧಿಸಿದ ಹೂಡಿಕೆಯನ್ನು ಬುದ್ಧಿವಂತಿಕೆಯಿಂದ ಮಾಡಿ. — [25, 1263, 315, 1313]
karate-caption: ಶಿವಮೊಗ್ಗ ಟಿ ಕರಾಟ ಅಸೋಸಿಯೇಷನ್ ವತಿಯಿಂದ ಶಿವಮೊಗ್ಗ ಗ್ರಾಮಾಂತರ ಶಾಸಕ ಅಶೋಕ್ ನಾಯ್ಕ ಅವರಿಗೆ ಹುಟ್ಟುಹಬ್ಬದ ಶುಭಾಶಯ ಕೋರಲಾಯಿತು. ಅಸೋಸಿಯೇಷನ್ ಪದಾಧಿಕಾರಿಗಳು ಉಪಸ್ಥಿತರಿದ್ದರು. — [833, 1995, 1279, 2021]
panchang-line: ವಾರ : ಶುಕ್ರವಾರ — [31, 209, 93, 224]
crowd-caption: ಶಿಕಾರಿಪುರ ಕನ್ನಡ ಸಾಹಿತ್ಯ ಸಾಂಸ್ಕೃತಿಕ ವೇದಿಕೆ ಬಾಲಮಿ ವತಿಯಿಂದ ಹೊಸ ಆಧ್ಯಕ್ಷರನ್ನಾಗಿ ಆಯ್ಕೆಯಾದ ಸಾಹಿತಿ ಡಾ.29ರಂದು ನಡೆಯುವ ಸಾಹಿತ್ಯ ಸಮ್ಮೇಳನದ ಅಧ್ಯಕ್ಷರನ್ನಾಗಿ ಆಯ್ಕೆಯಾದ ಸಾಹಿತಿ ಅವರ ನಿವಾಸದಲ್ಲಿ ಅಭಿನಂದನಾ ಆಹ್ವಾನ ನೀಡಲಾಯಿತು. ವೇದಿಕೆಯ ಹಿರಿಯ ಕಾರ್ಯಕರ್ತರು, ಸದಸ್ಯರು ಹಾಗೂ ಪದಾಧಿಕಾರಿಗಳು ಉಪಸ್ಥಿತರಿದ್ದರು. — [334, 1415, 808, 1455]
divider — [330, 1508, 810, 1510]
horoscope-text: ಪರಸ್ಪರ ಸಾಮಾನ್ಯವಾಗಿ ವರ್ತಿಸಿ. ಈ ದಿನದ ಕೊನೆಯ ತಿಂಗಳಿನ ದಿನಗಳು ದಾಂಪತ್ಯ ಜೀವನಕ್ಕೆ ಉತ್ತಮವಾಗಿರುತ್ತವೆ. ಆದಾಗ್ಯೂ ಮಕ್ಕಳ ಬದಿಗೆ ಈ ದಿನ ಒಳ್ಳೆಯ ಸಂದೇಶ ಉತ್ತಮವಾಗಿದೆ ಮತ್ತು ಪ್ರತಿಯೊಂದು ವಿಷಯದಲ್ಲೂ ಪ್ರಗತಿಯನ್ನು ಹೊಂದಿರುತ್ತಾರೆ. — [25, 1057, 315, 1107]
panchang-line: ಅಮೃತಕಾಲ : (ಇಂದು ಮಧ್ಯಾಹ್ನ 1 ಗಂ. 14 ನಿ. ರಿಂದ ಇಂದು ಸಂಜೆ 3 ಗಂ. 2 ನಿ. ತನಕ) — [31, 398, 296, 429]
